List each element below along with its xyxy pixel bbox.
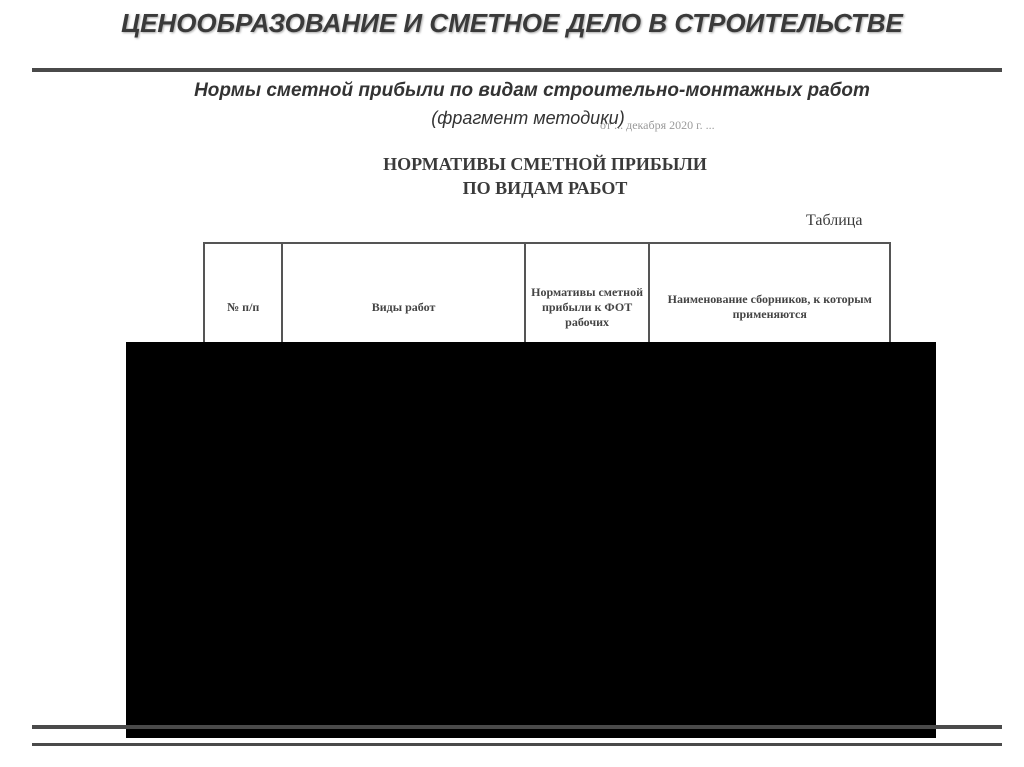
document-title <box>240 152 850 200</box>
document-title-line-2: ПО ВИДАМ РАБОТ <box>462 178 628 198</box>
document-header-fragment: от ... декабря 2020 г. ... <box>600 118 715 132</box>
header-work-types: Виды работ <box>282 243 524 371</box>
header-profit-norms: Нормативы сметной прибыли к ФОТ рабочих <box>525 243 650 371</box>
bottom-divider-secondary <box>32 743 1002 746</box>
table-label: Таблица <box>806 212 863 229</box>
header-collection-names: Наименование сборников, к которым применяются <box>649 243 890 371</box>
slide-subnote: (фрагмент методики) <box>431 108 625 128</box>
top-divider <box>32 68 1002 72</box>
redaction-block <box>126 342 936 738</box>
header-number: № п/п <box>204 243 282 371</box>
document-title-line-1: НОРМАТИВЫ СМЕТНОЙ ПРИБЫЛИ <box>383 154 707 174</box>
bottom-divider <box>32 725 1002 729</box>
slide-title: ЦЕНООБРАЗОВАНИЕ И СМЕТНОЕ ДЕЛО В СТРОИТЕЛЬСТВЕ <box>121 8 903 38</box>
slide-subtitle: Нормы сметной прибыли по видам строительно-монтажных работ <box>194 80 870 101</box>
